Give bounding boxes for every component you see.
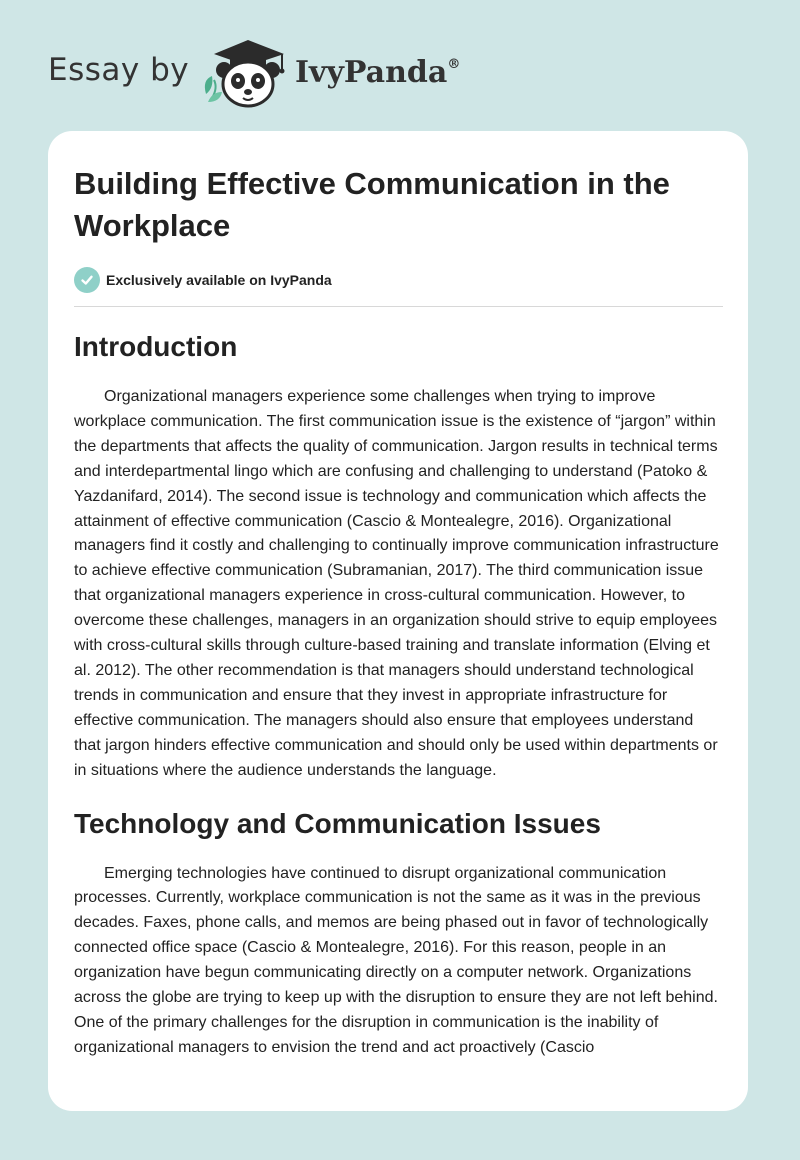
divider: [74, 306, 723, 307]
essay-by-label: Essay by: [48, 52, 190, 88]
essay-content: [74, 163, 724, 1061]
exclusive-badge: [74, 267, 724, 293]
section-heading-technology: Technology and Communication Issues: [74, 807, 601, 839]
brand-text: IvyPanda: [295, 55, 448, 90]
page-title: Building Effective Communication in the Workplace: [74, 166, 670, 243]
checkmark-icon: [74, 267, 100, 293]
essay-card: [48, 131, 748, 1111]
registered-mark: ®: [447, 57, 461, 72]
section-heading-introduction: Introduction: [74, 331, 238, 362]
panda-graduate-icon[interactable]: [200, 36, 292, 110]
section-paragraph-introduction: Organizational managers experience some challenges when trying to improve workplace communication. The first communication issue is the existence of “jargon” within the departments that affects the quality of communication. Jargon results in technical terms and interdepartmental lingo which are confusing and challenging to understand (Patoko & Yazdanifard, 2014). The second issue is technology and communication which affects the attainment of effective communication (Cascio & Montealegre, 2016). Organizational managers find it costly and challenging to continually improve communication infrastructure to achieve effective communication (Subramanian, 2017). The third communication issue that organizational managers experience in cross-cultural communication. However, to overcome these challenges, managers in an organization should strive to equip employees with cross-cultural skills through culture-based training and translate information (Elving et al. 2012). The other recommendation is that managers should understand technological trends in communication and ensure that they invest in appropriate infrastructure for effective communication. The managers should also ensure that employees understand that jargon hinders effective communication and should only be used within departments or in situations where the audience understands the language.: [74, 388, 719, 779]
brand-name[interactable]: [295, 55, 460, 90]
exclusive-badge-text: Exclusively available on IvyPanda: [106, 272, 332, 288]
section-paragraph-technology: Emerging technologies have continued to disrupt organizational communication processes. Currently, workplace communication is not the same as it was in the previous decades. Faxes, phone calls, and memos are being phased out in favor of technologically connected office space (Cascio & Montealegre, 2016). For this reason, people in an organization have begun communicating directly on a computer network. Organizations across the globe are trying to keep up with the disruption to ensure they are not left behind. One of the primary challenges for the disruption in communication is the inability of organizational managers to envision the trend and act proactively (Cascio: [74, 864, 718, 1056]
site-header: [0, 0, 800, 120]
